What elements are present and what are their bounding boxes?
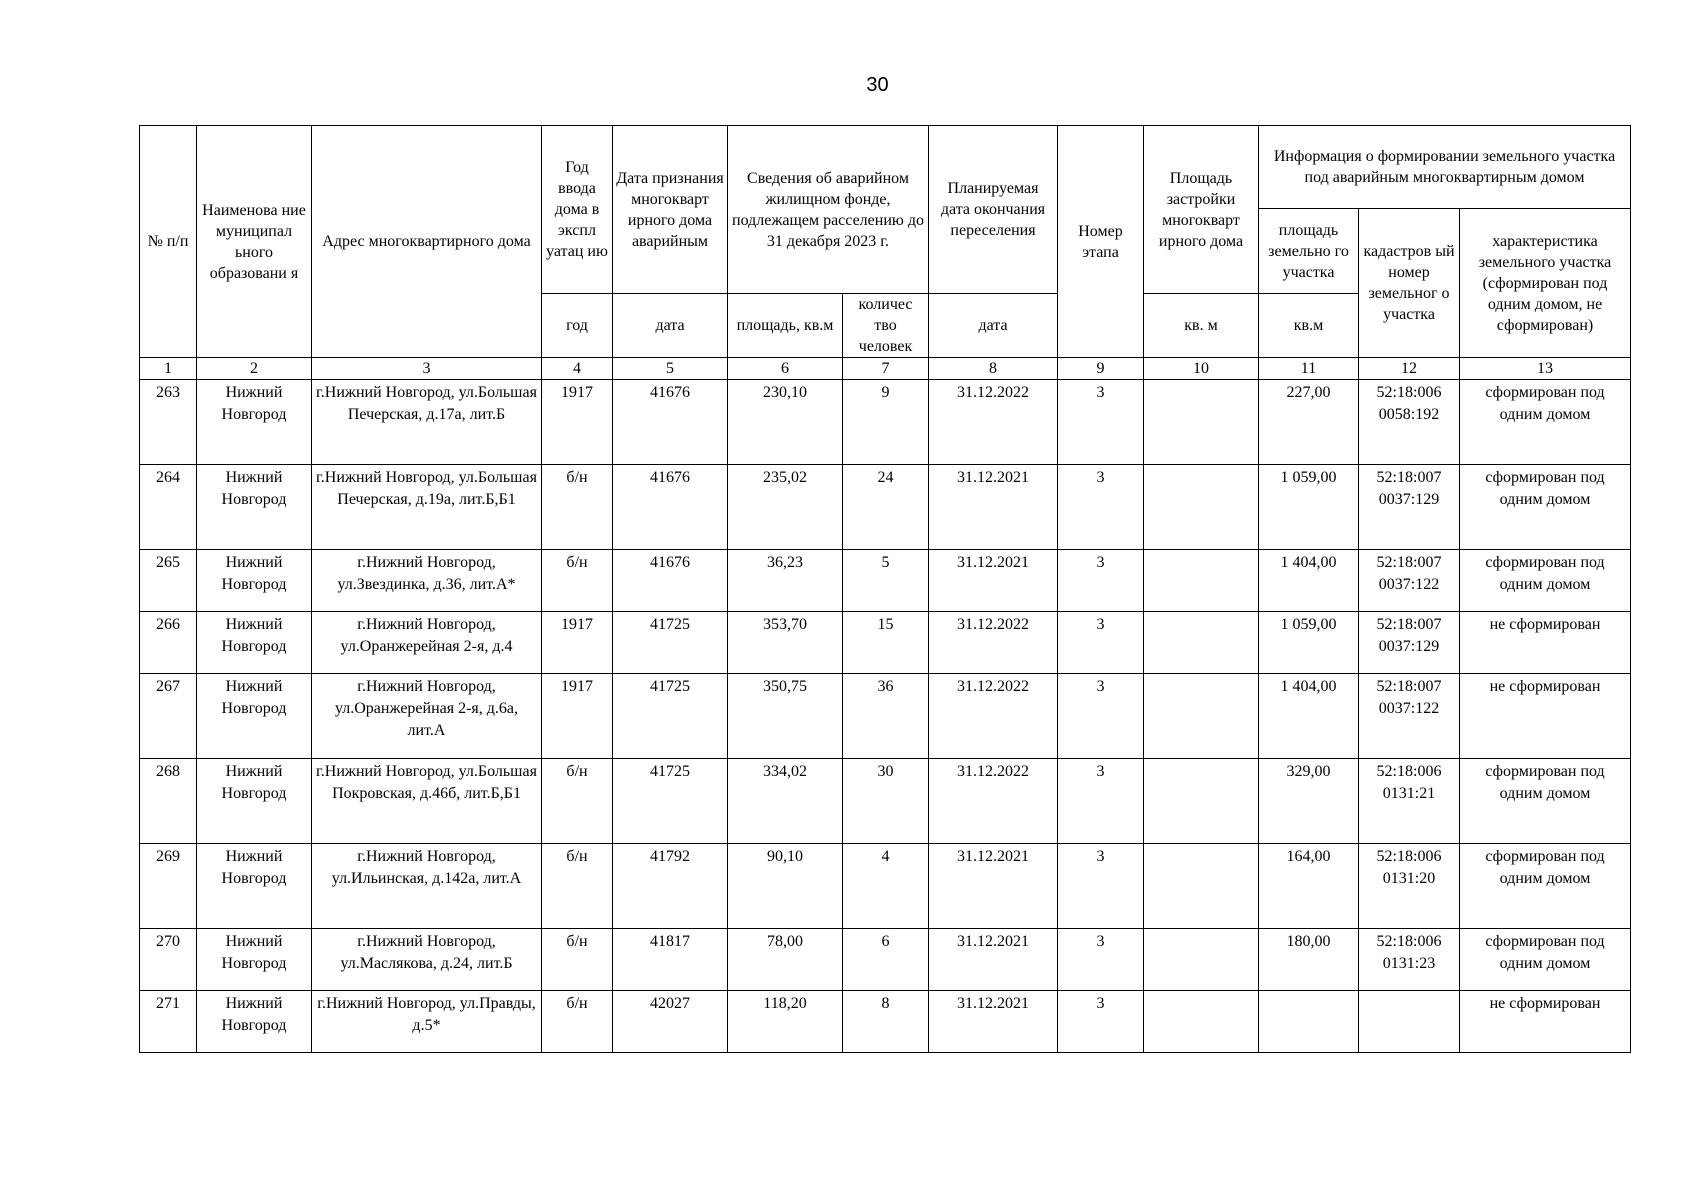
cell-people: 30 <box>843 759 929 844</box>
cell-land-char: не сформирован <box>1460 991 1631 1053</box>
header-municipality: Наименова ние муниципал ьного образовани я <box>197 126 312 358</box>
unit-land-area: кв.м <box>1259 294 1359 358</box>
table-row <box>140 550 1631 612</box>
cell-building-area <box>1144 550 1259 612</box>
cell-municipality: Нижний Новгород <box>197 674 312 759</box>
cell-address: г.Нижний Новгород, ул.Оранжерейная 2-я, д.6а, лит.А <box>312 674 542 759</box>
cell-municipality: Нижний Новгород <box>197 929 312 991</box>
cell-no: 265 <box>140 550 197 612</box>
cell-area: 118,20 <box>728 991 843 1053</box>
cell-municipality: Нижний Новгород <box>197 550 312 612</box>
cell-people: 5 <box>843 550 929 612</box>
cell-address: г.Нижний Новгород, ул.Маслякова, д.24, лит.Б <box>312 929 542 991</box>
cell-no: 271 <box>140 991 197 1053</box>
table-row <box>140 844 1631 929</box>
column-number: 4 <box>542 358 613 380</box>
header-planned-end: Планируемая дата окончания переселения <box>929 126 1058 294</box>
header-land-info: Информация о формировании земельного участка под аварийным многоквартирным домом <box>1259 126 1631 209</box>
table-row <box>140 612 1631 674</box>
cell-land-area: 180,00 <box>1259 929 1359 991</box>
cell-municipality: Нижний Новгород <box>197 465 312 550</box>
cell-address: г.Нижний Новгород, ул.Звездинка, д.36, лит.А* <box>312 550 542 612</box>
cell-no: 263 <box>140 380 197 465</box>
cell-cadastral: 52:18:006 0058:192 <box>1359 380 1460 465</box>
cell-date: 41725 <box>613 759 728 844</box>
cell-end-date: 31.12.2022 <box>929 380 1058 465</box>
unit-date: дата <box>613 294 728 358</box>
header-building-area: Площадь застройки многокварт ирного дома <box>1144 126 1259 294</box>
cell-land-area: 1 059,00 <box>1259 465 1359 550</box>
unit-area: площадь, кв.м <box>728 294 843 358</box>
cell-no: 269 <box>140 844 197 929</box>
column-number: 2 <box>197 358 312 380</box>
cell-land-area <box>1259 991 1359 1053</box>
cell-stage: 3 <box>1058 612 1144 674</box>
header-no: № п/п <box>140 126 197 358</box>
cell-stage: 3 <box>1058 380 1144 465</box>
cell-land-area: 227,00 <box>1259 380 1359 465</box>
cell-land-area: 1 059,00 <box>1259 612 1359 674</box>
column-number: 13 <box>1460 358 1631 380</box>
cell-building-area <box>1144 759 1259 844</box>
cell-year: б/н <box>542 465 613 550</box>
header-cadastral: кадастров ый номер земельног о участка <box>1359 209 1460 358</box>
emergency-housing-table <box>139 125 1631 1053</box>
column-number: 9 <box>1058 358 1144 380</box>
cell-municipality: Нижний Новгород <box>197 991 312 1053</box>
cell-building-area <box>1144 380 1259 465</box>
cell-land-char: сформирован под одним домом <box>1460 929 1631 991</box>
cell-year: б/н <box>542 759 613 844</box>
cell-people: 4 <box>843 844 929 929</box>
cell-end-date: 31.12.2021 <box>929 929 1058 991</box>
cell-date: 41725 <box>613 674 728 759</box>
cell-building-area <box>1144 991 1259 1053</box>
cell-people: 15 <box>843 612 929 674</box>
header-address: Адрес многоквартирного дома <box>312 126 542 358</box>
cell-stage: 3 <box>1058 929 1144 991</box>
cell-cadastral: 52:18:006 0131:21 <box>1359 759 1460 844</box>
cell-year: б/н <box>542 550 613 612</box>
cell-date: 41676 <box>613 380 728 465</box>
cell-land-char: сформирован под одним домом <box>1460 380 1631 465</box>
cell-area: 353,70 <box>728 612 843 674</box>
cell-building-area <box>1144 929 1259 991</box>
cell-municipality: Нижний Новгород <box>197 380 312 465</box>
cell-people: 6 <box>843 929 929 991</box>
cell-building-area <box>1144 844 1259 929</box>
cell-building-area <box>1144 612 1259 674</box>
cell-area: 334,02 <box>728 759 843 844</box>
table-row <box>140 991 1631 1053</box>
unit-building-area: кв. м <box>1144 294 1259 358</box>
cell-building-area <box>1144 465 1259 550</box>
cell-no: 266 <box>140 612 197 674</box>
header-housing-info: Сведения об аварийном жилищном фонде, подлежащем расселению до 31 декабря 2023 г. <box>728 126 929 294</box>
cell-address: г.Нижний Новгород, ул.Ильинская, д.142а, лит.А <box>312 844 542 929</box>
cell-people: 8 <box>843 991 929 1053</box>
header-year-commission: Год ввода дома в экспл уатац ию <box>542 126 613 294</box>
cell-date: 41725 <box>613 612 728 674</box>
cell-land-char: не сформирован <box>1460 674 1631 759</box>
cell-date: 42027 <box>613 991 728 1053</box>
header-land-area: площадь земельно го участка <box>1259 209 1359 294</box>
cell-year: 1917 <box>542 612 613 674</box>
cell-date: 41817 <box>613 929 728 991</box>
cell-municipality: Нижний Новгород <box>197 759 312 844</box>
cell-stage: 3 <box>1058 759 1144 844</box>
cell-land-area: 329,00 <box>1259 759 1359 844</box>
cell-cadastral: 52:18:007 0037:122 <box>1359 550 1460 612</box>
column-number: 10 <box>1144 358 1259 380</box>
cell-date: 41676 <box>613 465 728 550</box>
cell-stage: 3 <box>1058 550 1144 612</box>
cell-area: 78,00 <box>728 929 843 991</box>
cell-land-char: сформирован под одним домом <box>1460 465 1631 550</box>
cell-cadastral: 52:18:006 0131:23 <box>1359 929 1460 991</box>
column-number: 12 <box>1359 358 1460 380</box>
cell-address: г.Нижний Новгород, ул.Большая Печерская, д.17а, лит.Б <box>312 380 542 465</box>
cell-no: 268 <box>140 759 197 844</box>
cell-cadastral: 52:18:006 0131:20 <box>1359 844 1460 929</box>
cell-end-date: 31.12.2022 <box>929 759 1058 844</box>
cell-cadastral: 52:18:007 0037:122 <box>1359 674 1460 759</box>
cell-cadastral: 52:18:007 0037:129 <box>1359 465 1460 550</box>
cell-land-area: 164,00 <box>1259 844 1359 929</box>
cell-end-date: 31.12.2022 <box>929 674 1058 759</box>
header-stage: Номер этапа <box>1058 126 1144 358</box>
cell-cadastral <box>1359 991 1460 1053</box>
cell-end-date: 31.12.2022 <box>929 612 1058 674</box>
cell-people: 24 <box>843 465 929 550</box>
cell-no: 264 <box>140 465 197 550</box>
cell-stage: 3 <box>1058 674 1144 759</box>
cell-year: б/н <box>542 929 613 991</box>
cell-land-area: 1 404,00 <box>1259 674 1359 759</box>
unit-year: год <box>542 294 613 358</box>
cell-end-date: 31.12.2021 <box>929 465 1058 550</box>
cell-area: 230,10 <box>728 380 843 465</box>
column-number: 5 <box>613 358 728 380</box>
cell-address: г.Нижний Новгород, ул.Большая Покровская, д.46б, лит.Б,Б1 <box>312 759 542 844</box>
cell-address: г.Нижний Новгород, ул.Большая Печерская, д.19а, лит.Б,Б1 <box>312 465 542 550</box>
header-land-char: характеристика земельного участка (сформирован под одним домом, не сформирован) <box>1460 209 1631 358</box>
cell-no: 267 <box>140 674 197 759</box>
table-row <box>140 929 1631 991</box>
cell-land-char: сформирован под одним домом <box>1460 550 1631 612</box>
cell-municipality: Нижний Новгород <box>197 612 312 674</box>
cell-end-date: 31.12.2021 <box>929 844 1058 929</box>
cell-land-area: 1 404,00 <box>1259 550 1359 612</box>
cell-land-char: сформирован под одним домом <box>1460 844 1631 929</box>
cell-cadastral: 52:18:007 0037:129 <box>1359 612 1460 674</box>
cell-end-date: 31.12.2021 <box>929 991 1058 1053</box>
cell-address: г.Нижний Новгород, ул.Правды, д.5* <box>312 991 542 1053</box>
cell-stage: 3 <box>1058 991 1144 1053</box>
cell-area: 350,75 <box>728 674 843 759</box>
page-number: 30 <box>866 74 889 96</box>
cell-year: б/н <box>542 991 613 1053</box>
cell-people: 9 <box>843 380 929 465</box>
column-number: 1 <box>140 358 197 380</box>
table-row <box>140 674 1631 759</box>
cell-area: 90,10 <box>728 844 843 929</box>
table-row <box>140 759 1631 844</box>
cell-year: б/н <box>542 844 613 929</box>
table-row <box>140 380 1631 465</box>
column-number: 6 <box>728 358 843 380</box>
column-number: 11 <box>1259 358 1359 380</box>
column-number: 3 <box>312 358 542 380</box>
cell-no: 270 <box>140 929 197 991</box>
cell-stage: 3 <box>1058 844 1144 929</box>
cell-end-date: 31.12.2021 <box>929 550 1058 612</box>
cell-stage: 3 <box>1058 465 1144 550</box>
column-number: 8 <box>929 358 1058 380</box>
cell-people: 36 <box>843 674 929 759</box>
header-date-recognition: Дата признания многокварт ирного дома аварийным <box>613 126 728 294</box>
cell-municipality: Нижний Новгород <box>197 844 312 929</box>
table-row <box>140 465 1631 550</box>
cell-land-char: сформирован под одним домом <box>1460 759 1631 844</box>
cell-building-area <box>1144 674 1259 759</box>
unit-end-date: дата <box>929 294 1058 358</box>
cell-address: г.Нижний Новгород, ул.Оранжерейная 2-я, д.4 <box>312 612 542 674</box>
cell-date: 41676 <box>613 550 728 612</box>
cell-land-char: не сформирован <box>1460 612 1631 674</box>
unit-people: количес тво человек <box>843 294 929 358</box>
column-number: 7 <box>843 358 929 380</box>
cell-date: 41792 <box>613 844 728 929</box>
cell-year: 1917 <box>542 674 613 759</box>
cell-area: 235,02 <box>728 465 843 550</box>
cell-year: 1917 <box>542 380 613 465</box>
cell-area: 36,23 <box>728 550 843 612</box>
